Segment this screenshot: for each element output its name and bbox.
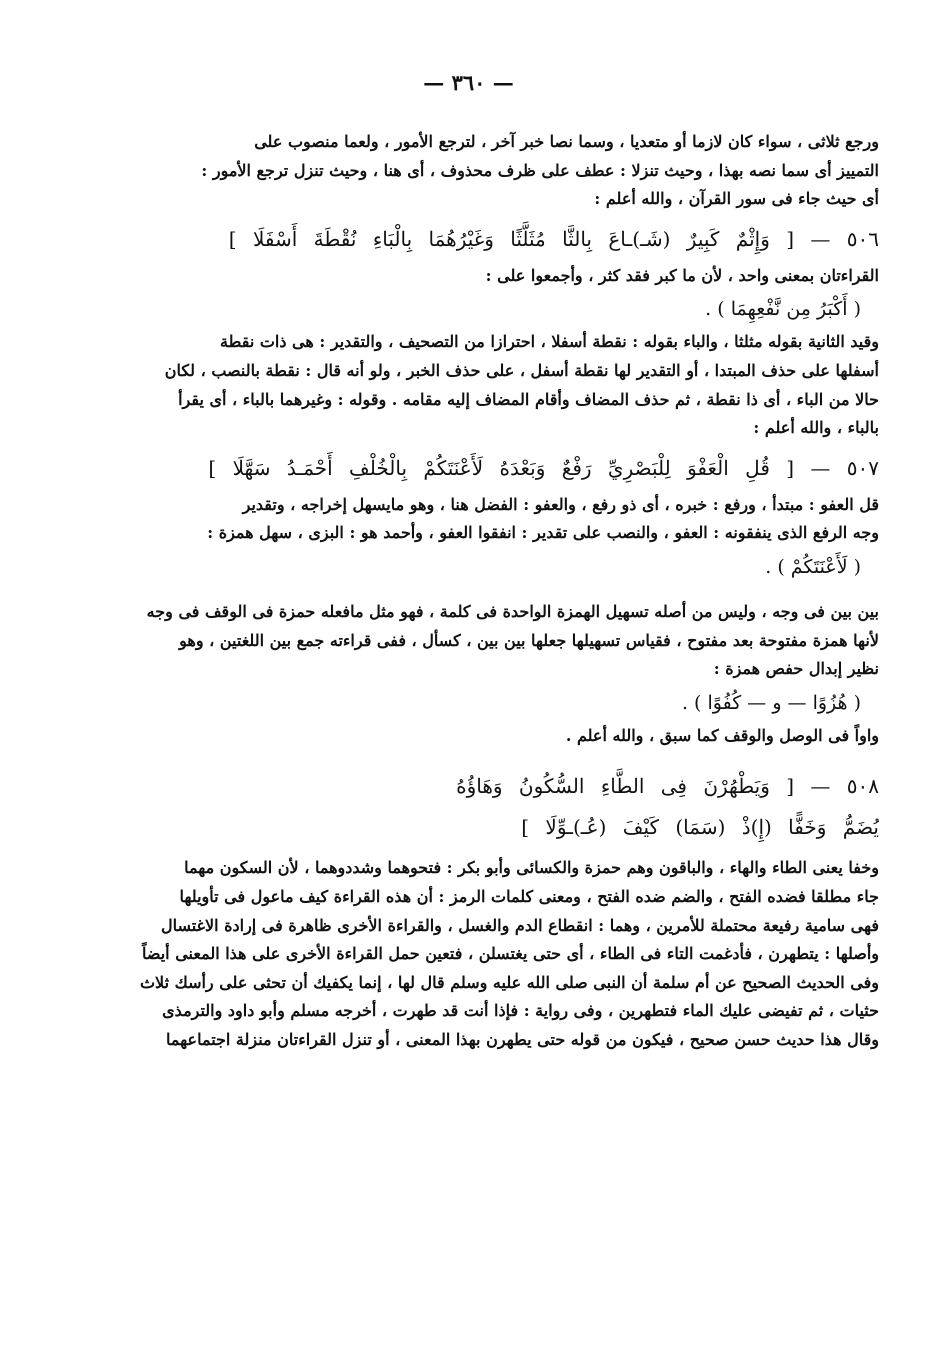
- text-line: بين بين فى وجه ، وليس من أصله تسهيل الهمزة الواحدة فى كلمة ، فهو مثل مافعله حمزة فى الوقف فى وجه: [146, 601, 879, 621]
- text-line: بالباء ، والله أعلم :: [753, 418, 879, 438]
- poem-hemistich: يُضَمُّ وَخَفًّا (إِ)ذْ (سَمَا) كَيْفَ (عُـ)ـوِّلَا ]: [521, 815, 879, 840]
- page-number: — ٣٦٠ —: [423, 70, 514, 95]
- commentary-paragraph: [46, 854, 879, 1054]
- text-line: واواً فى الوصل والوقف كما سبق ، والله أعلم .: [565, 725, 879, 745]
- poem-verse: [46, 764, 879, 846]
- text-line: لأنها همزة مفتوحة بعد مفتوح ، فقياس تسهيلها جعلها بين بين ، كسأل ، ففى قراءته جمع بين اللغتين ، وهو: [179, 630, 879, 650]
- text-line: التمييز أى سما نصه بهذا ، وحيث تنزلا : عطف على ظرف محذوف ، أى هنا ، وحيث تنزل ترجع الأمور :: [201, 160, 879, 180]
- text-line: وقال هذا حديث حسن صحيح ، فيكون من قوله حتى يطهرن بهذا المعنى ، أو تنزل القراءتان منزلة اجتماعهما: [166, 1029, 879, 1049]
- text-line: قل العفو : مبتدأ ، ورفع : خبره ، أى ذو رفع ، والعفو : الفضل هنا ، وهو مايسهل إخراجه ، وتقدير: [242, 494, 879, 514]
- text-line: فهى سامية رفيعة محتملة للأمرين ، وهما : انقطاع الدم والغسل ، والقراءة الأخرى ظاهرة فى إرادة الاغتسال: [161, 915, 879, 935]
- text-line: حثيات ، ثم تفيضى عليك الماء فتطهرين ، وفى رواية : فإذا أنت قد طهرت ، أخرجه مسلم وأبو داود والترمذى: [162, 1001, 879, 1021]
- text-line: وفى الحديث الصحيح عن أم سلمة أن النبى صلى الله عليه وسلم قال لها ، إنما يكفيك أن تحثى على رأسك ثلاث: [139, 972, 879, 992]
- text-line: جاء مطلقا فضده الفتح ، والضم ضده الفتح ، ومعنى كلمات الرمز : أن هذه القراءة كيف ماعول فى تأويلها: [179, 886, 879, 906]
- text-line: وأصلها : يتطهرن ، فأدغمت التاء فى الطاء ، أى حتى يغتسلن ، فتعين حمل القراءة الأخرى على هذا المعنى أيضاً: [141, 944, 879, 964]
- text-line: وخفا يعنى الطاء والهاء ، والباقون وهم حمزة والكسائى وأبو بكر : فتحوهما وشددوهما ، لأن السكون مهما: [184, 858, 879, 878]
- text-line: أى حيث جاء فى سور القرآن ، والله أعلم :: [594, 189, 879, 209]
- text-line: ورجع ثلاثى ، سواء كان لازما أو متعديا ، وسما نصا خبر آخر ، لترجع الأمور ، ولعما منصوب على: [254, 132, 879, 151]
- page-body: [46, 128, 879, 1054]
- spacer: [46, 586, 879, 598]
- text-line: القراءتان بمعنى واحد ، لأن ما كبر فقد كثر ، وأجمعوا على :: [485, 265, 879, 285]
- text-line: وقيد الثانية بقوله مثلثا ، والباء بقوله : نقطة أسفلا ، احترازا من التصحيف ، والتقدير : هى ذات نقطة: [220, 332, 879, 352]
- commentary-paragraph: [46, 262, 879, 291]
- text-line: حالا من الباء ، أى ذا نقطة ، ثم حذف المضاف وأقام المضاف إليه مقامه . وقوله : وغيرهما بالباء ، أى يقرأ: [178, 389, 879, 409]
- commentary-paragraph: [46, 328, 879, 442]
- quranic-quote: ( هُزُوًا — و — كُفُوًا ) .: [681, 691, 861, 714]
- quranic-quote: ( أَكْبَرُ مِن نَّفْعِهِمَا ) .: [705, 298, 861, 321]
- poem-verse: ٥٠٦ — [ وَإِثْمٌ كَبِيرٌ (شَـ)ـاعَ بِالثَّا مُثَلَّثًا وَغَيْرُهُمَا بِالْبَاءِ نُقْطَةَ أَسْفَلَا ]: [228, 226, 879, 251]
- commentary-paragraph: [46, 598, 879, 684]
- commentary-paragraph: [46, 128, 879, 214]
- quranic-quote: ( لَأَعْنَتَكُمْ ) .: [765, 555, 861, 578]
- commentary-paragraph: [46, 722, 879, 751]
- poem-hemistich: ٥٠٨ — [ وَيَطْهُرْنَ فِى الطَّاءِ السُّكُونُ وَهَاؤُهُ: [456, 774, 879, 799]
- text-line: وجه الرفع الذى ينفقونه : العفو ، والنصب على تقدير : انفقوا العفو ، وأحمد هو : البزى ، سهل همزة :: [207, 523, 879, 543]
- commentary-paragraph: [46, 491, 879, 548]
- poem-verse: ٥٠٧ — [ قُلِ الْعَفْوَ لِلْبَصْرِيِّ رَفْعٌ وَبَعْدَهُ لَأَعْنَتَكُمْ بِالْخُلْفِ أَحْمَـدُ سَهَّلَا ]: [208, 455, 879, 480]
- text-line: أسفلها على حذف المبتدا ، أو التقدير لها نقطة أسفل ، على حذف الخبر ، ولو أنه قال : نقطة بالنصب ، لكان: [164, 360, 879, 380]
- text-line: نظير إبدال حفص همزة :: [713, 659, 879, 679]
